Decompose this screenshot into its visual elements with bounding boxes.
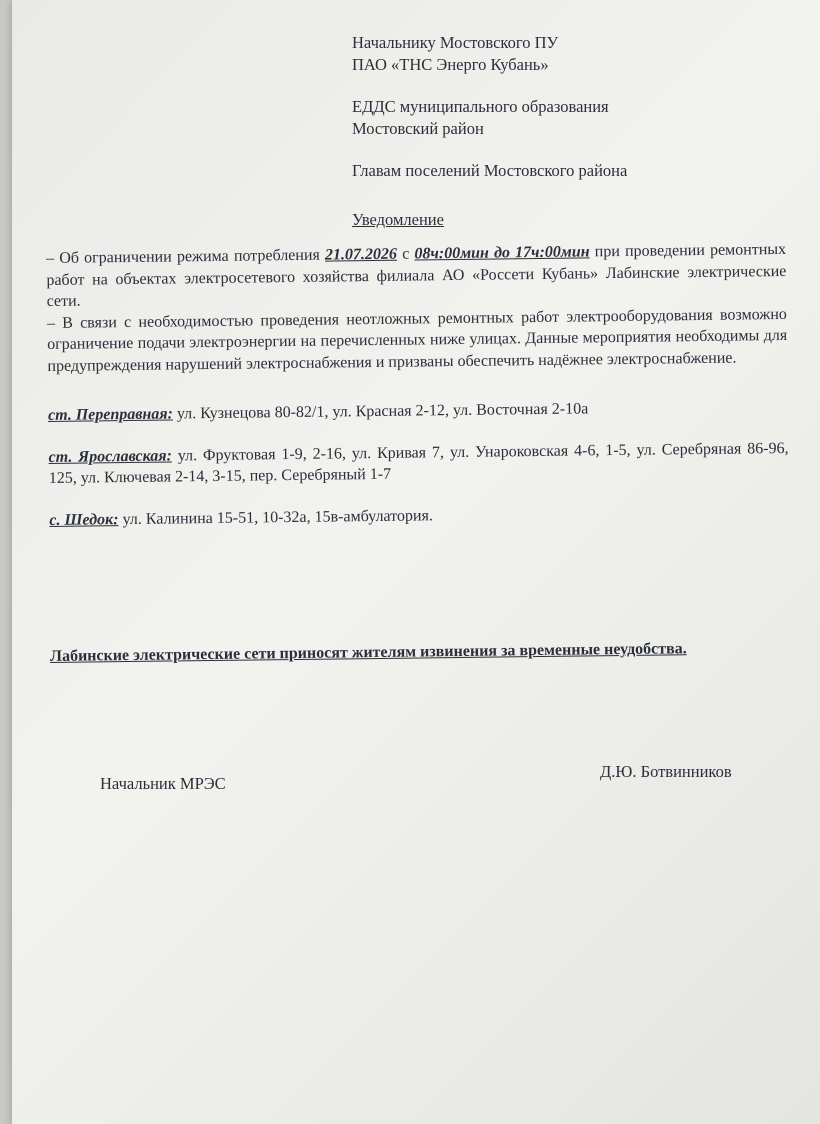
street-list-item (48, 437, 788, 489)
recipient-line: ПАО «ТНС Энерго Кубань» (352, 55, 549, 74)
p1-prefix: – Об ограничении режима потребления (46, 246, 326, 267)
notice-paragraph-2: – В связи с необходимостью проведения неотложных ремонтных работ электрооборудования возможно ограничение подачи электроэнергии на перечисленных ниже улицах. Данные мероприятия необходимы для предупреждения нарушений электроснабжения и призваны обеспечить надёжнее электроснабжение. (46, 305, 788, 375)
notice-paragraph-1 (46, 239, 787, 313)
recipient-tns (352, 32, 792, 76)
document-page (12, 0, 820, 1124)
document-title: Уведомление (352, 210, 444, 229)
street-list-item (49, 500, 789, 531)
recipient-line: Главам поселений Мостовского района (352, 161, 628, 180)
recipient-edds (352, 96, 792, 140)
apology-note: Лабинские электрические сети приносят жителям извинения за временные неудобства. (50, 640, 687, 665)
outage-time: 08ч:00мин до 17ч:00мин (414, 243, 590, 263)
recipient-line: ЕДДС муниципального образования (352, 97, 609, 116)
settlement-addresses: ул. Кузнецова 80-82/1, ул. Красная 2-12, ул. Восточная 2-10а (172, 400, 589, 423)
p1-mid: с (396, 245, 415, 263)
settlement-name: ст. Ярославская: (48, 446, 172, 466)
signatory-name: Д.Ю. Ботвинников (600, 762, 732, 781)
recipients-block (352, 32, 792, 202)
outage-date: 21.07.2026 (324, 245, 398, 264)
street-list-item (48, 396, 788, 427)
recipient-line: Мостовский район (352, 119, 484, 138)
p1-suffix: при проведении ремонтных работ на объектах электросетевого хозяйства филиала АО «Россети Кубань» Лабинские электрические сети. (46, 240, 787, 310)
signatory-position: Начальник МРЭС (100, 774, 226, 793)
recipient-line: Начальнику Мостовского ПУ (352, 33, 559, 52)
notice-body (46, 239, 789, 531)
settlement-name: ст. Переправная: (47, 405, 174, 424)
settlement-addresses: ул. Калинина 15-51, 10-32а, 15в-амбулатория. (118, 506, 433, 528)
recipient-settlements (352, 160, 792, 182)
settlement-name: с. Шедок: (49, 510, 119, 529)
settlement-addresses: ул. Фруктовая 1-9, 2-16, ул. Кривая 7, ул. Унароковская 4-6, 1-5, ул. Серебряная 86-96, 125, ул. Ключевая 2-14, 3-15, пер. Серебряный 1-7 (48, 439, 789, 487)
